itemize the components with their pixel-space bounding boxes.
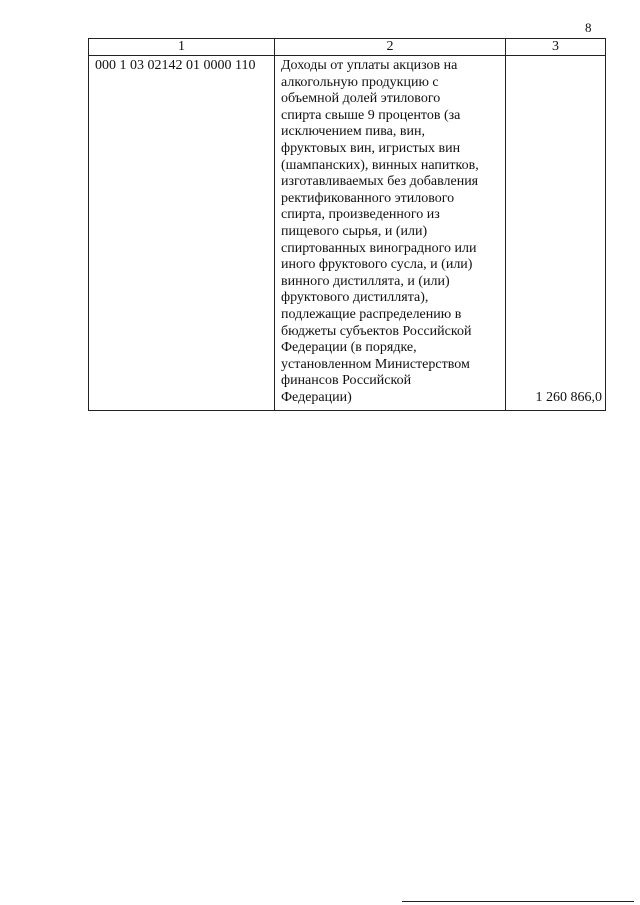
description-line: фруктового дистиллята), [281, 290, 429, 306]
column-header-1: 1 [89, 39, 275, 56]
page-number: 8 [585, 20, 592, 35]
column-header-2: 2 [275, 39, 506, 56]
description-line: объемной долей этилового [281, 91, 441, 107]
column-header-3: 3 [506, 39, 606, 56]
description-line: винного дистиллята, и (или) [281, 273, 450, 289]
description-line: спирта свыше 9 процентов (за [281, 107, 461, 123]
description-line: установленном Министерством [281, 356, 470, 372]
description-line: ректификованного этилового [281, 190, 455, 206]
description-line: (шампанских), винных напитков, [281, 157, 479, 173]
budget-code-cell: 000 1 03 02142 01 0000 110 [89, 56, 275, 411]
description-line: изготавливаемых без добавления [281, 174, 479, 190]
description-line: бюджеты субъектов Российской [281, 323, 472, 339]
description-cell [275, 56, 506, 411]
description-line: Доходы от уплаты акцизов на [281, 58, 458, 73]
revenue-table [88, 38, 606, 411]
description-line: Федерации) [281, 389, 352, 405]
description-line: подлежащие распределению в [281, 306, 462, 322]
description-line: исключением пива, вин, [281, 124, 425, 140]
description-line: Федерации (в порядке, [281, 340, 417, 356]
description-line: фруктовых вин, игристых вин [281, 140, 461, 156]
footer-rule [402, 901, 634, 902]
table-row [89, 56, 606, 411]
description-line: спиртованных виноградного или [281, 240, 477, 256]
description-line: алкогольную продукцию с [281, 74, 439, 90]
header-row [89, 39, 606, 56]
description-line: спирта, произведенного из [281, 207, 440, 223]
description-line: иного фруктового сусла, и (или) [281, 257, 473, 273]
amount-cell: 1 260 866,0 [506, 56, 606, 411]
description-line: пищевого сырья, и (или) [281, 223, 428, 239]
description-line: финансов Российской [281, 373, 412, 389]
